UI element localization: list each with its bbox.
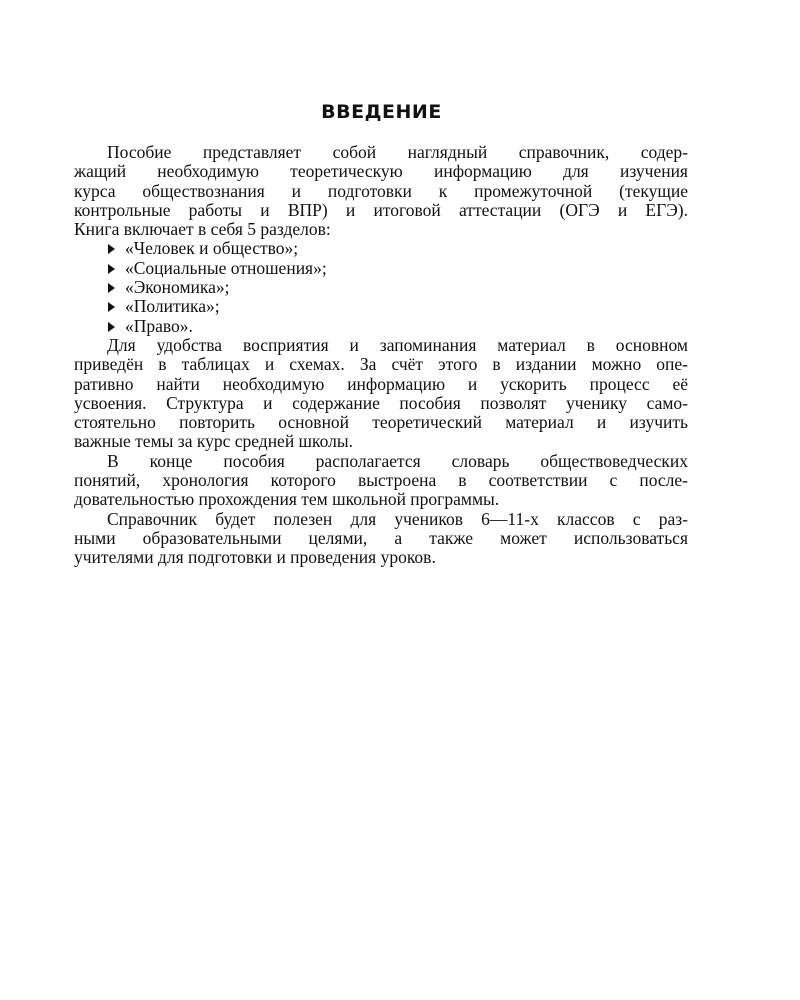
list-item [74, 317, 688, 336]
list-item-text: «Экономика»; [125, 277, 230, 298]
list-item-text: «Право». [125, 315, 193, 336]
paragraph-4-line: учителями для подготовки и проведения уроков. [74, 547, 436, 568]
triangle-bullet-icon [108, 264, 115, 274]
paragraph-3-line: довательностью прохождения тем школьной программы. [74, 489, 500, 510]
list-item-text: «Политика»; [125, 296, 220, 317]
list-item-text: «Человек и общество»; [125, 238, 299, 259]
list-item [74, 259, 688, 278]
sections-list [74, 239, 688, 335]
triangle-bullet-icon [108, 244, 115, 254]
triangle-bullet-icon [108, 322, 115, 332]
paragraph-1-line: Пособие представляет собой наглядный справочник, содер- [107, 142, 688, 162]
introduction-text [74, 143, 688, 568]
paragraph-2-line: ративно найти необходимую информацию и ускорить процесс её [74, 373, 688, 394]
paragraph-3-line: В конце пособия располагается словарь обществоведческих [107, 450, 688, 471]
paragraph-4-line: Справочник будет полезен для учеников 6—11-х классов с раз- [107, 508, 688, 529]
list-item [74, 278, 688, 297]
paragraph-1-line: курса обществознания и подготовки к промежуточной (текущие [74, 180, 688, 201]
paragraph-2-line: усвоения. Структура и содержание пособия позволят ученику само- [74, 392, 688, 413]
page-title: ВВЕДЕНИЕ [321, 101, 442, 123]
triangle-bullet-icon [108, 283, 115, 293]
paragraph-1-line: жащий необходимую теоретическую информацию для изучения [74, 161, 688, 182]
paragraph-3-line: понятий, хронология которого выстроена в соответствии с после- [74, 470, 688, 491]
triangle-bullet-icon [108, 302, 115, 312]
paragraph-2-line: важные темы за курс средней школы. [74, 431, 354, 452]
paragraph-2-line: Для удобства восприятия и запоминания материал в основном [107, 334, 688, 355]
paragraph-4-line: ными образовательными целями, а также может использоваться [74, 527, 688, 548]
paragraph-2-line: приведён в таблицах и схемах. За счёт этого в издании можно опе- [74, 354, 688, 375]
paragraph-2-line: стоятельно повторить основной теоретический материал и изучить [74, 412, 688, 433]
paragraph-1-line: контрольные работы и ВПР) и итоговой аттестации (ОГЭ и ЕГЭ). [74, 199, 688, 220]
paragraph-1-line: Книга включает в себя 5 разделов: [74, 219, 331, 240]
list-item-text: «Социальные отношения»; [125, 257, 327, 278]
list-item [74, 239, 688, 258]
list-item [74, 297, 688, 316]
